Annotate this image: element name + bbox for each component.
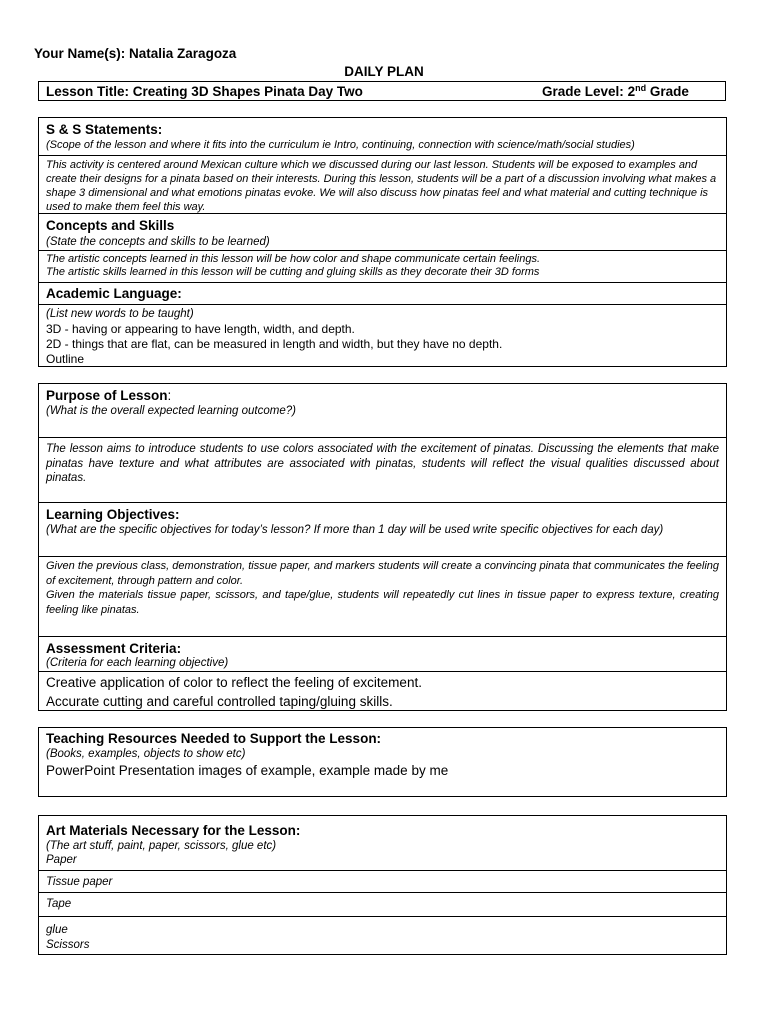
grade-label: Grade Level: xyxy=(542,84,624,99)
name-line xyxy=(34,46,236,61)
objectives-body-row xyxy=(39,556,726,636)
resources-body: PowerPoint Presentation images of example, example made by me xyxy=(46,763,449,778)
lesson-title-bar xyxy=(38,81,726,101)
academic-row xyxy=(39,282,726,304)
ss-statements-row xyxy=(39,118,726,155)
section-curriculum xyxy=(38,117,727,367)
academic-terms xyxy=(46,322,719,367)
material-item: Paper xyxy=(46,854,77,866)
ss-hint: (Scope of the lesson and where it fits into the curriculum ie Intro, continuing, connection with science/math/social studies) xyxy=(46,139,635,151)
grade-value: 2 xyxy=(627,84,636,99)
section-materials xyxy=(38,815,727,955)
purpose-hint: (What is the overall expected learning outcome?) xyxy=(46,405,296,417)
objectives-row xyxy=(39,502,726,556)
ss-heading: S & S Statements: xyxy=(46,122,163,137)
objective-item: Given the previous class, demonstration, tissue paper, and markers students will create a convincing pinata that communicates the feeling of excitement, through pattern and color. xyxy=(46,560,719,587)
objectives-hint: (What are the specific objectives for today’s lesson? If more than 1 day will be used write specific objectives for each day) xyxy=(46,524,664,536)
materials-heading: Art Materials Necessary for the Lesson: xyxy=(46,823,301,838)
resources-hint: (Books, examples, objects to show etc) xyxy=(46,748,246,760)
materials-row xyxy=(39,892,726,916)
material-item: Scissors xyxy=(46,939,90,951)
materials-header-row xyxy=(39,816,726,870)
academic-term: 3D - having or appearing to have length, width, and depth. xyxy=(46,322,355,336)
lesson-title-value: Creating 3D Shapes Pinata Day Two xyxy=(132,84,363,99)
academic-term: Outline xyxy=(46,352,85,366)
assessment-item: Creative application of color to reflect the feeling of excitement. xyxy=(46,675,422,690)
assessment-heading: Assessment Criteria: xyxy=(46,641,182,656)
material-item: glue xyxy=(46,924,68,936)
name-value: Natalia Zaragoza xyxy=(129,46,237,61)
academic-hint: (List new words to be taught) xyxy=(46,308,194,320)
purpose-body: The lesson aims to introduce students to use colors associated with the excitement of pinatas. Discussing the elements that make pinatas have texture and what attributes are associated with pinatas, students will reflect the visual qualities discussed about pinatas. xyxy=(46,443,719,484)
resources-heading: Teaching Resources Needed to Support the Lesson: xyxy=(46,731,382,746)
purpose-heading-text: Purpose of Lesson xyxy=(46,388,168,403)
concepts-hint: (State the concepts and skills to be learned) xyxy=(46,236,270,248)
materials-row xyxy=(39,916,726,954)
concepts-line: The artistic concepts learned in this lesson will be how color and shape communicate certain feelings. xyxy=(46,253,541,265)
grade-suffix: nd xyxy=(635,83,647,93)
concepts-body xyxy=(46,253,719,279)
academic-heading: Academic Language: xyxy=(46,286,182,301)
lesson-title xyxy=(46,84,363,99)
materials-row xyxy=(39,870,726,892)
objectives-heading: Learning Objectives: xyxy=(46,507,180,522)
material-item: Tissue paper xyxy=(46,876,113,888)
purpose-body-row xyxy=(39,437,726,502)
materials-last-cell xyxy=(46,923,719,953)
purpose-row xyxy=(39,384,726,437)
material-item: Tape xyxy=(46,898,72,910)
concepts-line: The artistic skills learned in this lesson will be cutting and gluing skills as they decorate their 3D forms xyxy=(46,266,540,278)
grade-level xyxy=(542,84,689,99)
academic-body-row xyxy=(39,304,726,366)
ss-body: This activity is centered around Mexican culture which we discussed during our last lesson. Students will be exposed to examples and create their designs for a pinata based on their interests. During this lesson, students will be a part of a discussion involving what makes a shape 3 dimensional and what emotions pinatas evoke. We will also discuss how pinatas feel and what material and cutting technique is used to make them feel this way. xyxy=(46,159,717,213)
assessment-body-row xyxy=(39,671,726,711)
academic-term: 2D - things that are flat, can be measured in length and width, but they have no depth. xyxy=(46,337,503,351)
ss-body-row xyxy=(39,155,726,213)
purpose-heading-colon: : xyxy=(167,388,172,403)
objective-item: Given the materials tissue paper, scissors, and tape/glue, students will repeatedly cut lines in tissue paper to express texture, creating feeling like pinatas. xyxy=(46,589,719,616)
assessment-item: Accurate cutting and careful controlled taping/gluing skills. xyxy=(46,694,393,709)
purpose-heading xyxy=(46,388,171,403)
section-goals xyxy=(38,383,727,711)
name-label: Your Name(s): xyxy=(34,46,126,61)
assessment-hint: (Criteria for each learning objective) xyxy=(46,657,229,669)
section-resources xyxy=(38,727,727,797)
lesson-title-label: Lesson Title: xyxy=(46,84,130,99)
concepts-heading: Concepts and Skills xyxy=(46,218,175,233)
grade-word: Grade xyxy=(649,84,689,99)
concepts-row xyxy=(39,213,726,250)
objectives-body xyxy=(46,559,719,617)
assessment-body xyxy=(46,673,719,711)
materials-hint: (The art stuff, paint, paper, scissors, glue etc) xyxy=(46,840,277,852)
document-title: DAILY PLAN xyxy=(344,64,424,79)
assessment-row xyxy=(39,636,726,671)
concepts-body-row xyxy=(39,250,726,282)
